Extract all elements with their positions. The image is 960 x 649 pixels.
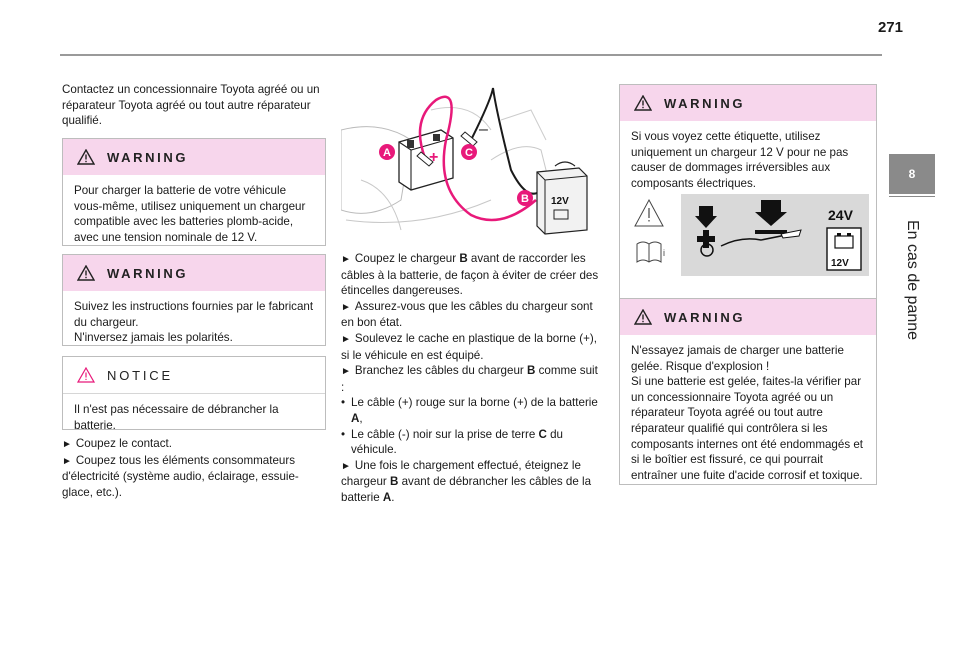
- warning-text: Si vous voyez cette étiquette, utilisez uniquement un chargeur 12 V pour ne pas causer de dommages irréversibles aux composants électriques.: [631, 130, 849, 190]
- step-item: ► Coupez tous les éléments consommateurs d'électricité (système audio, éclairage, essuie-glace, etc.).: [62, 453, 299, 499]
- warning-title: WARNING: [107, 265, 189, 281]
- step-item: ► Coupez le chargeur B avant de raccorder les câbles à la batterie, de façon à éviter de créer des étincelles dangereuses.: [341, 252, 599, 298]
- chapter-tab[interactable]: 8: [889, 154, 935, 194]
- charger-drawing: [537, 162, 587, 234]
- label-b: B: [521, 193, 529, 205]
- sub-step-item: • Le câble (-) noir sur la prise de terre C du véhicule.: [341, 427, 603, 458]
- warning-header: [63, 139, 325, 175]
- svg-text:–: –: [479, 121, 488, 138]
- step-item: ► Branchez les câbles du chargeur B comme suit :: [341, 364, 598, 394]
- warning-box-1: [62, 138, 326, 246]
- warning-text: Pour charger la batterie de votre véhicule vous-même, utilisez uniquement un chargeur compatible avec les batteries plomb-acide, avec une tension nominale de 12 V.: [74, 184, 306, 244]
- notice-title: NOTICE: [107, 367, 173, 383]
- step-item: ► Soulevez le cache en plastique de la borne (+), si le véhicule en est équipé.: [341, 331, 597, 362]
- svg-text:+: +: [429, 149, 439, 166]
- warning-title: WARNING: [107, 149, 189, 165]
- notice-text: Il n'est pas nécessaire de débrancher la batterie.: [74, 403, 279, 432]
- label-c: C: [465, 147, 473, 159]
- warning-text: Suivez les instructions fournies par le fabricant du chargeur. N'inversez jamais les polarités.: [74, 300, 314, 345]
- notice-box: [62, 356, 326, 430]
- chapter-divider: [889, 196, 935, 197]
- warning-header: [63, 255, 325, 291]
- warning-title: WARNING: [664, 309, 746, 325]
- steps-list: [62, 436, 326, 500]
- label-24v: 24V: [828, 207, 853, 223]
- charger-voltage-text: 12V: [551, 196, 569, 207]
- intro-text: Contactez un concessionnaire Toyota agréé ou un réparateur Toyota agréé ou tout autre réparateur qualifié.: [62, 83, 320, 128]
- warning-icon: [77, 265, 95, 281]
- warning-icon: [634, 95, 652, 111]
- battery-12v-icon: [827, 228, 861, 270]
- label-12v: 12V: [831, 258, 849, 269]
- warning-icon: [77, 149, 95, 165]
- warning-box-2: [62, 254, 326, 346]
- sub-step-item: • Le câble (+) rouge sur la borne (+) de la batterie A,: [341, 395, 603, 426]
- step-item: ► Coupez le contact.: [62, 437, 172, 450]
- notice-header: [63, 357, 325, 394]
- warning-text: N'essayez jamais de charger une batterie gelée. Risque d'explosion ! Si une batterie est gelée, faites-la vérifier par un concessionnaire Toyota agréé ou un réparateur Toyota agréé ou tout autre réparateur qualifié qui contrôlera si les composants internes ont été endommagés et si le boîtier est fissuré, ce qui pourrait entraîner une fuite d'acide corrosif et toxique.: [631, 344, 864, 482]
- chapter-title-text: En cas de panne: [904, 219, 921, 341]
- step-item: ► Assurez-vous que les câbles du chargeur sont en bon état.: [341, 299, 593, 330]
- page-number: 271: [877, 19, 903, 36]
- svg-text:i: i: [663, 248, 665, 258]
- warning-title: WARNING: [664, 95, 746, 111]
- warning-header: [620, 299, 876, 335]
- notice-icon: [77, 367, 95, 383]
- procedure-steps: [341, 251, 603, 506]
- step-item: ► Une fois le chargement effectué, éteignez le chargeur B avant de débrancher les câbles de la batterie A.: [341, 458, 592, 504]
- charger-connection-illustration: [341, 80, 603, 240]
- chapter-title: [894, 205, 930, 355]
- warning-header: [620, 85, 876, 121]
- warning-box-4: [619, 298, 877, 485]
- label-a: A: [383, 147, 391, 159]
- voltage-label-illustration: [621, 190, 875, 282]
- header-rule: [60, 54, 882, 56]
- warning-icon: [634, 309, 652, 325]
